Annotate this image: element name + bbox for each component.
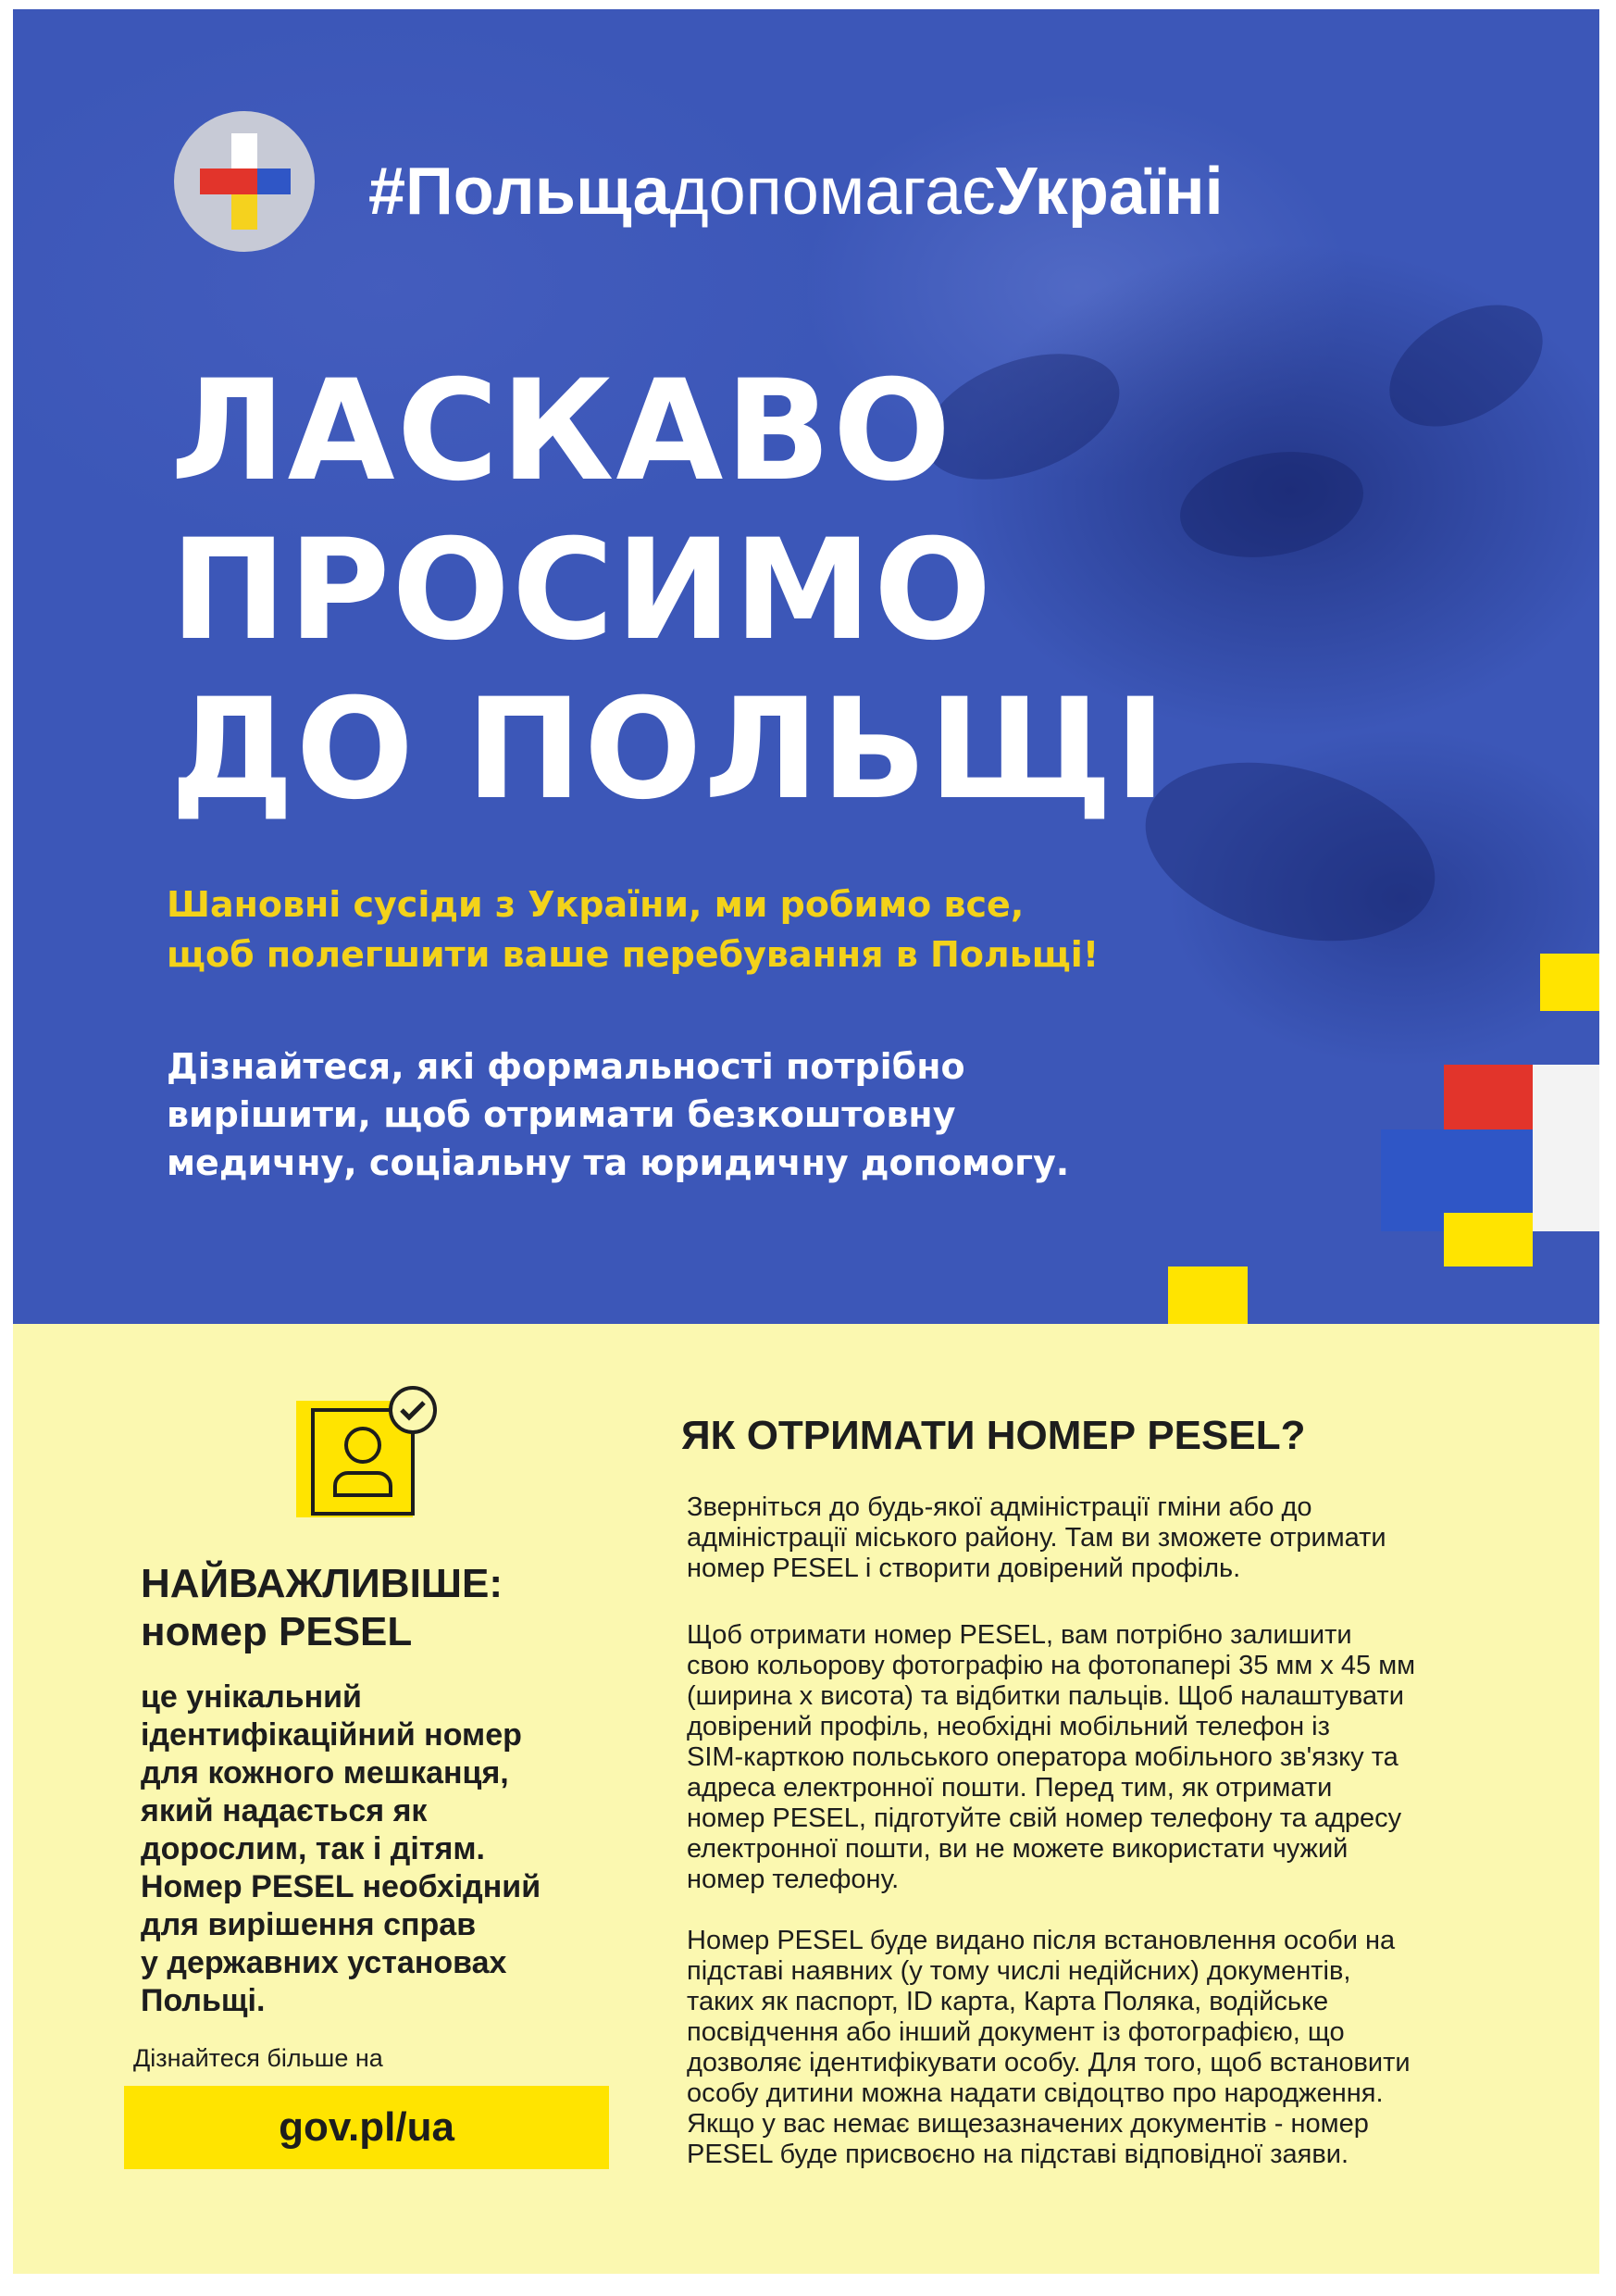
learn-more-label: Дізнайтеся більше на bbox=[133, 2044, 383, 2072]
logo-icon bbox=[174, 111, 315, 252]
how-to-heading: ЯК ОТРИМАТИ НОМЕР PESEL? bbox=[681, 1413, 1306, 1458]
pesel-heading: НАЙВАЖЛИВІШЕ: номер PESEL bbox=[141, 1561, 503, 1654]
instruction-paragraph: Щоб отримати номер PESEL, вам потрібно залишити свою кольорову фотографію на фотопапері 35 мм х 45 мм (ширина х висота) та відбитки пальців. Щоб налаштувати довірений профіль, необхідні мобільний телефон із SIM-карткою польського оператора мобільного зв'язку та адреса електронної пошти. Перед тим, як отримати номер PESEL, підготуйте свій номер телефону та адресу електронної пошти, ви не можете використати чужий номер телефону. bbox=[687, 1620, 1416, 1894]
id-card-icon bbox=[294, 1384, 442, 1523]
decor-square bbox=[1444, 1065, 1533, 1129]
decor-square bbox=[1540, 954, 1599, 1011]
pesel-description: це унікальний ідентифікаційний номер для кожного мешканця, який надається як дорослим, так і дітям. Номер PESEL необхідний для вирішення справ у державних установах Польщі. bbox=[141, 1679, 541, 2018]
headline-line: ПРОСИМО bbox=[170, 510, 994, 671]
greeting-subtitle: Шановні сусіди з України, ми робимо все, щоб полегшити ваше перебування в Польщі! bbox=[167, 884, 1100, 975]
headline-line: ЛАСКАВО bbox=[170, 351, 953, 512]
decor-square bbox=[1533, 1065, 1599, 1231]
instruction-paragraph: Номер PESEL буде видано після встановлення особи на підставі наявних (у тому числі недійсних) документів, таких як паспорт, ID карта, Карта Поляка, водійське посвідчення або інший документ із фотографією, що дозволяє ідентифікувати особу. Для того, щоб встановити особу дитини можна надати свідоцтво про народження. Якщо у вас немає вищезазначених документів - номер PESEL буде присвоєно на підставі відповідної заяви. bbox=[687, 1926, 1411, 2169]
background-shape bbox=[1369, 280, 1564, 451]
decor-square bbox=[1168, 1267, 1248, 1324]
headline-line: ДО ПОЛЬЩІ bbox=[170, 669, 1168, 830]
hashtag-title: #ПольщадопомагаєУкраїні bbox=[368, 155, 1224, 229]
instruction-paragraph: Зверніться до будь-якої адміністрації гміни або до адміністрації міського району. Там ви зможете отримати номер PESEL і створити довірений профіль. bbox=[687, 1492, 1386, 1583]
info-subtitle: Дізнайтеся, які формальності потрібно вирішити, щоб отримати безкоштовну медичну, соціальну та юридичну допомогу. bbox=[167, 1046, 1070, 1183]
page-title bbox=[170, 352, 1327, 830]
decor-square bbox=[1444, 1213, 1533, 1267]
hero-banner bbox=[13, 9, 1599, 1324]
gov-pl-link[interactable]: gov.pl/ua bbox=[124, 2086, 609, 2169]
